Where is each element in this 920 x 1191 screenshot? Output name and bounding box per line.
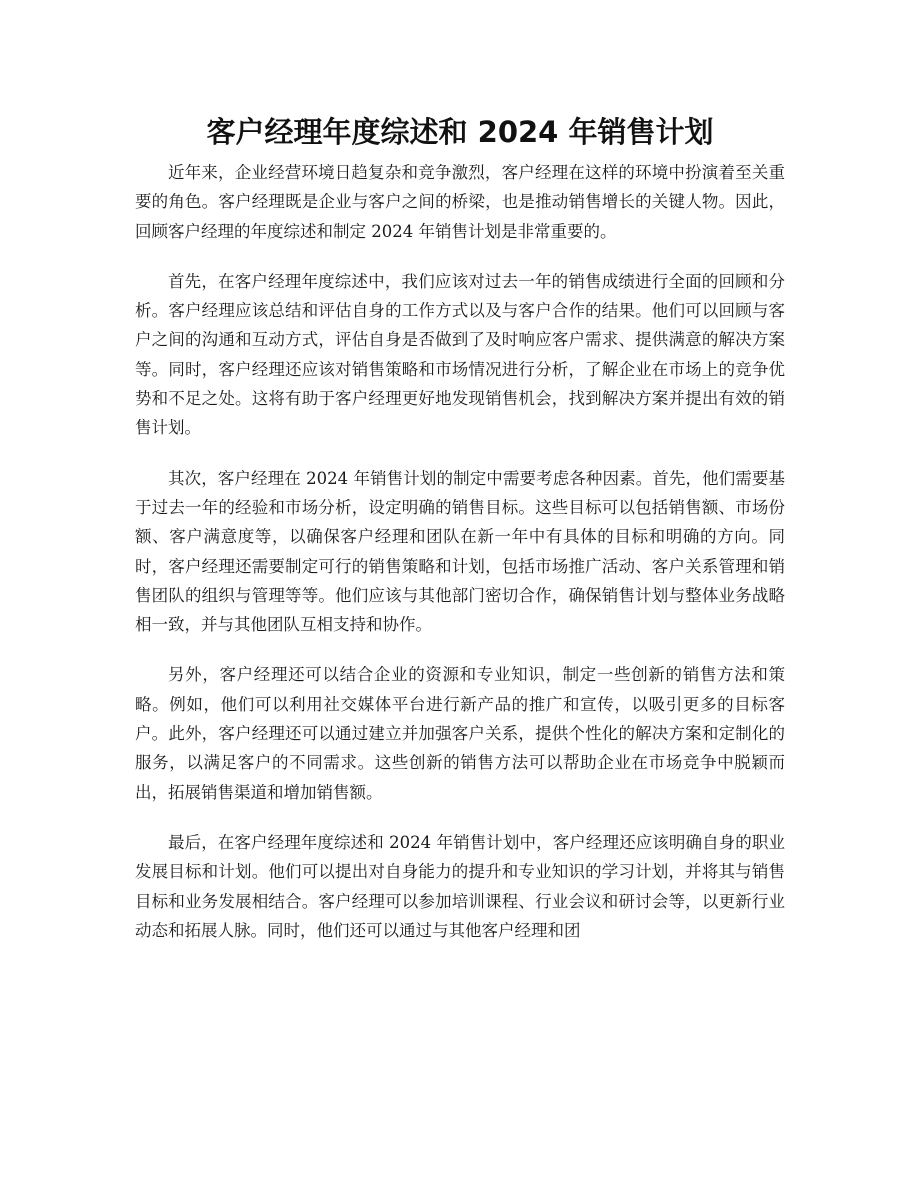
paragraph-4: 另外，客户经理还可以结合企业的资源和专业知识，制定一些创新的销售方法和策略。例如，他们可以利用社交媒体平台进行新产品的推广和宣传，以吸引更多的目标客户。此外，客户经理还可以通过建立并加强客户关系，提供个性化的解决方案和定制化的服务，以满足客户的不同需求。这些创新的销售方法可以帮助企业在市场竞争中脱颖而出，拓展销售渠道和增加销售额。 bbox=[135, 665, 785, 802]
paragraph-2: 首先，在客户经理年度综述中，我们应该对过去一年的销售成绩进行全面的回顾和分析。客户经理应该总结和评估自身的工作方式以及与客户合作的结果。他们可以回顾与客户之间的沟通和互动方式，评估自身是否做到了及时响应客户需求、提供满意的解决方案等。同时，客户经理还应该对销售策略和市场情况进行分析，了解企业在市场上的竞争优势和不足之处。这将有助于客户经理更好地发现销售机会，找到解决方案并提出有效的销售计划。 bbox=[135, 271, 785, 438]
paragraph-3: 其次，客户经理在 2024 年销售计划的制定中需要考虑各种因素。首先，他们需要基于过去一年的经验和市场分析，设定明确的销售目标。这些目标可以包括销售额、市场份额、客户满意度等，以确保客户经理和团队在新一年中有具体的目标和明确的方向。同时，客户经理还需要制定可行的销售策略和计划，包括市场推广活动、客户关系管理和销售团队的组织与管理等等。他们应该与其他部门密切合作，确保销售计划与整体业务战略相一致，并与其他团队互相支持和协作。 bbox=[135, 468, 785, 635]
document-body bbox=[135, 158, 785, 966]
paragraph-5: 最后，在客户经理年度综述和 2024 年销售计划中，客户经理还应该明确自身的职业发展目标和计划。他们可以提出对自身能力的提升和专业知识的学习计划，并将其与销售目标和业务发展相结合。客户经理可以参加培训课程、行业会议和研讨会等，以更新行业动态和拓展人脉。同时，他们还可以通过与其他客户经理和团 bbox=[135, 832, 785, 940]
paragraph-1: 近年来，企业经营环境日趋复杂和竞争激烈，客户经理在这样的环境中扮演着至关重要的角色。客户经理既是企业与客户之间的桥梁，也是推动销售增长的关键人物。因此，回顾客户经理的年度综述和制定 2024 年销售计划是非常重要的。 bbox=[135, 163, 785, 241]
document-title: 客户经理年度综述和 2024 年销售计划 bbox=[206, 115, 714, 149]
